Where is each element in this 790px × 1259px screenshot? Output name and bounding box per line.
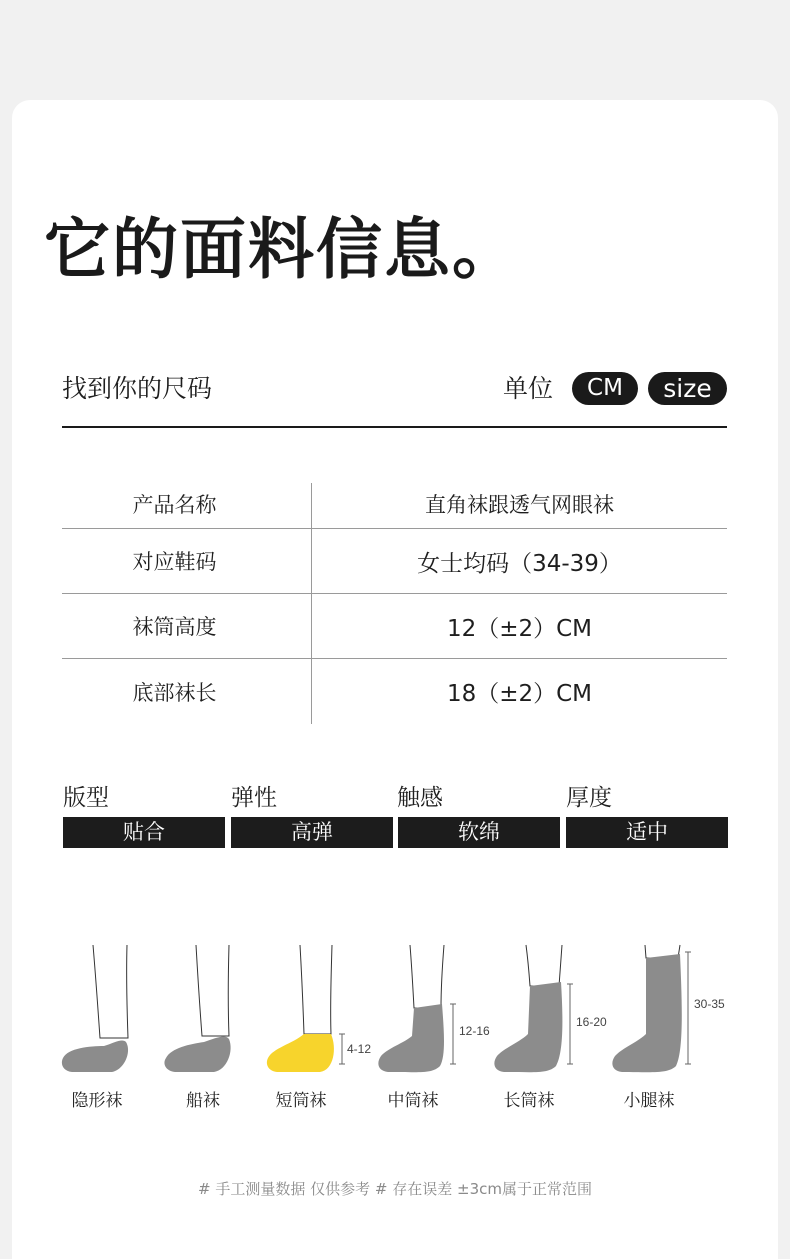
row-value: 12（±2）CM [446,615,593,642]
product-info-table [62,483,727,724]
feature-label-fit: 版型 [63,785,109,811]
table-row [62,594,727,659]
sock-name-invisible: 隐形袜 [71,1091,123,1111]
short-sock-illustration [267,945,334,1072]
range-label: 30-35 [694,997,725,1011]
page-headline: 它的面料信息。 [44,211,520,288]
calf-sock-illustration [612,945,681,1072]
sock-name-mid: 中筒袜 [387,1091,439,1111]
feature-value-thickness: 适中 [566,817,728,848]
size-section-title: 找到你的尺码 [62,374,213,403]
range-label: 16-20 [576,1015,607,1029]
table-row [62,483,727,529]
sock-name-short: 短筒袜 [275,1091,327,1111]
mid-sock-illustration [378,945,444,1072]
sock-name-boat: 船袜 [186,1091,220,1111]
long-sock-illustration [494,945,562,1072]
unit-label: 单位 [503,374,554,403]
row-label: 对应鞋码 [62,529,312,593]
range-label: 12-16 [459,1024,490,1038]
unit-size-pill: size [648,372,727,405]
feature-value-touch: 软绵 [398,817,560,848]
feature-label-thickness: 厚度 [566,785,612,811]
sock-illustrations [0,930,790,1090]
row-value: 直角袜跟透气网眼袜 [425,493,614,517]
row-label: 产品名称 [62,483,312,528]
section-divider [62,426,727,428]
measurement-footnote: # 手工测量数据 仅供参考 # 存在误差 ±3cm属于正常范围 [198,1180,592,1198]
table-row [62,529,727,594]
row-label: 袜筒高度 [62,594,312,658]
invisible-sock-illustration [62,945,128,1072]
row-label: 底部袜长 [62,659,312,724]
row-value: 女士均码（34-39） [417,550,622,577]
boat-sock-illustration [164,945,230,1072]
feature-label-elasticity: 弹性 [231,785,277,811]
row-value: 18（±2）CM [446,681,593,707]
sock-name-calf: 小腿袜 [623,1091,675,1111]
range-label: 4-12 [347,1042,372,1056]
table-row [62,659,727,724]
feature-value-fit: 贴合 [63,817,225,848]
sock-name-long: 长筒袜 [503,1091,555,1111]
unit-cm-pill: CM [572,372,638,405]
feature-value-elasticity: 高弹 [231,817,393,848]
feature-label-touch: 触感 [397,785,443,811]
